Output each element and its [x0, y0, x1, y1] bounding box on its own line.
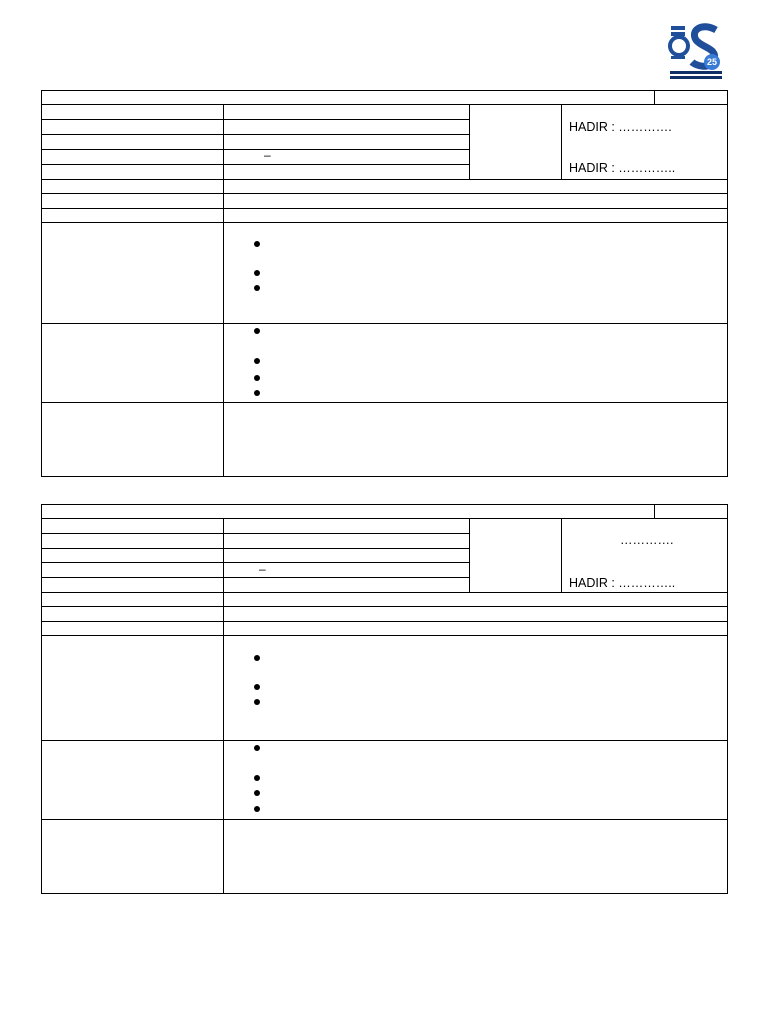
header-code-divider — [654, 90, 655, 104]
bullet-point — [254, 699, 260, 705]
row-divider — [41, 592, 728, 593]
bullet-point — [254, 328, 260, 334]
bullet-point — [254, 806, 260, 812]
bullet-point — [254, 684, 260, 690]
session-column-divider — [469, 104, 470, 179]
time-separator: – — [259, 562, 266, 576]
row-divider — [41, 402, 728, 403]
logo-icon — [668, 22, 724, 81]
header-divider — [41, 104, 728, 105]
row-divider — [41, 621, 728, 622]
bullet-point — [254, 241, 260, 247]
logo-number: 25 — [706, 57, 718, 67]
bullet-point — [254, 285, 260, 291]
bullet-point — [254, 270, 260, 276]
bullet-point — [254, 375, 260, 381]
session-column-divider — [469, 518, 470, 592]
time-separator: – — [264, 148, 271, 162]
row-divider — [41, 119, 469, 120]
attendance-column-divider — [561, 518, 562, 592]
row-divider — [41, 222, 728, 223]
row-divider — [41, 149, 469, 150]
row-divider — [41, 562, 469, 563]
bullet-point — [254, 790, 260, 796]
row-divider — [41, 134, 469, 135]
header-divider — [41, 518, 728, 519]
organization-logo — [668, 22, 724, 81]
row-divider — [41, 179, 728, 180]
attendance-count-top: HADIR : …………. — [569, 120, 672, 134]
label-column-divider — [223, 104, 224, 477]
row-divider — [41, 548, 469, 549]
attendance-column-divider — [561, 104, 562, 179]
bullet-point — [254, 390, 260, 396]
bullet-point — [254, 655, 260, 661]
row-divider — [41, 577, 469, 578]
row-divider — [41, 740, 728, 741]
header-code-divider — [654, 504, 655, 518]
attendance-count-bottom: HADIR : ………….. — [569, 576, 676, 590]
attendance-count-top: …………. — [620, 533, 674, 547]
row-divider — [41, 533, 469, 534]
label-column-divider — [223, 518, 224, 894]
row-divider — [41, 208, 728, 209]
bullet-point — [254, 745, 260, 751]
row-divider — [41, 164, 469, 165]
row-divider — [41, 635, 728, 636]
row-divider — [41, 193, 728, 194]
row-divider — [41, 606, 728, 607]
row-divider — [41, 323, 728, 324]
attendance-count-bottom: HADIR : ………….. — [569, 161, 676, 175]
row-divider — [41, 819, 728, 820]
bullet-point — [254, 775, 260, 781]
bullet-point — [254, 358, 260, 364]
